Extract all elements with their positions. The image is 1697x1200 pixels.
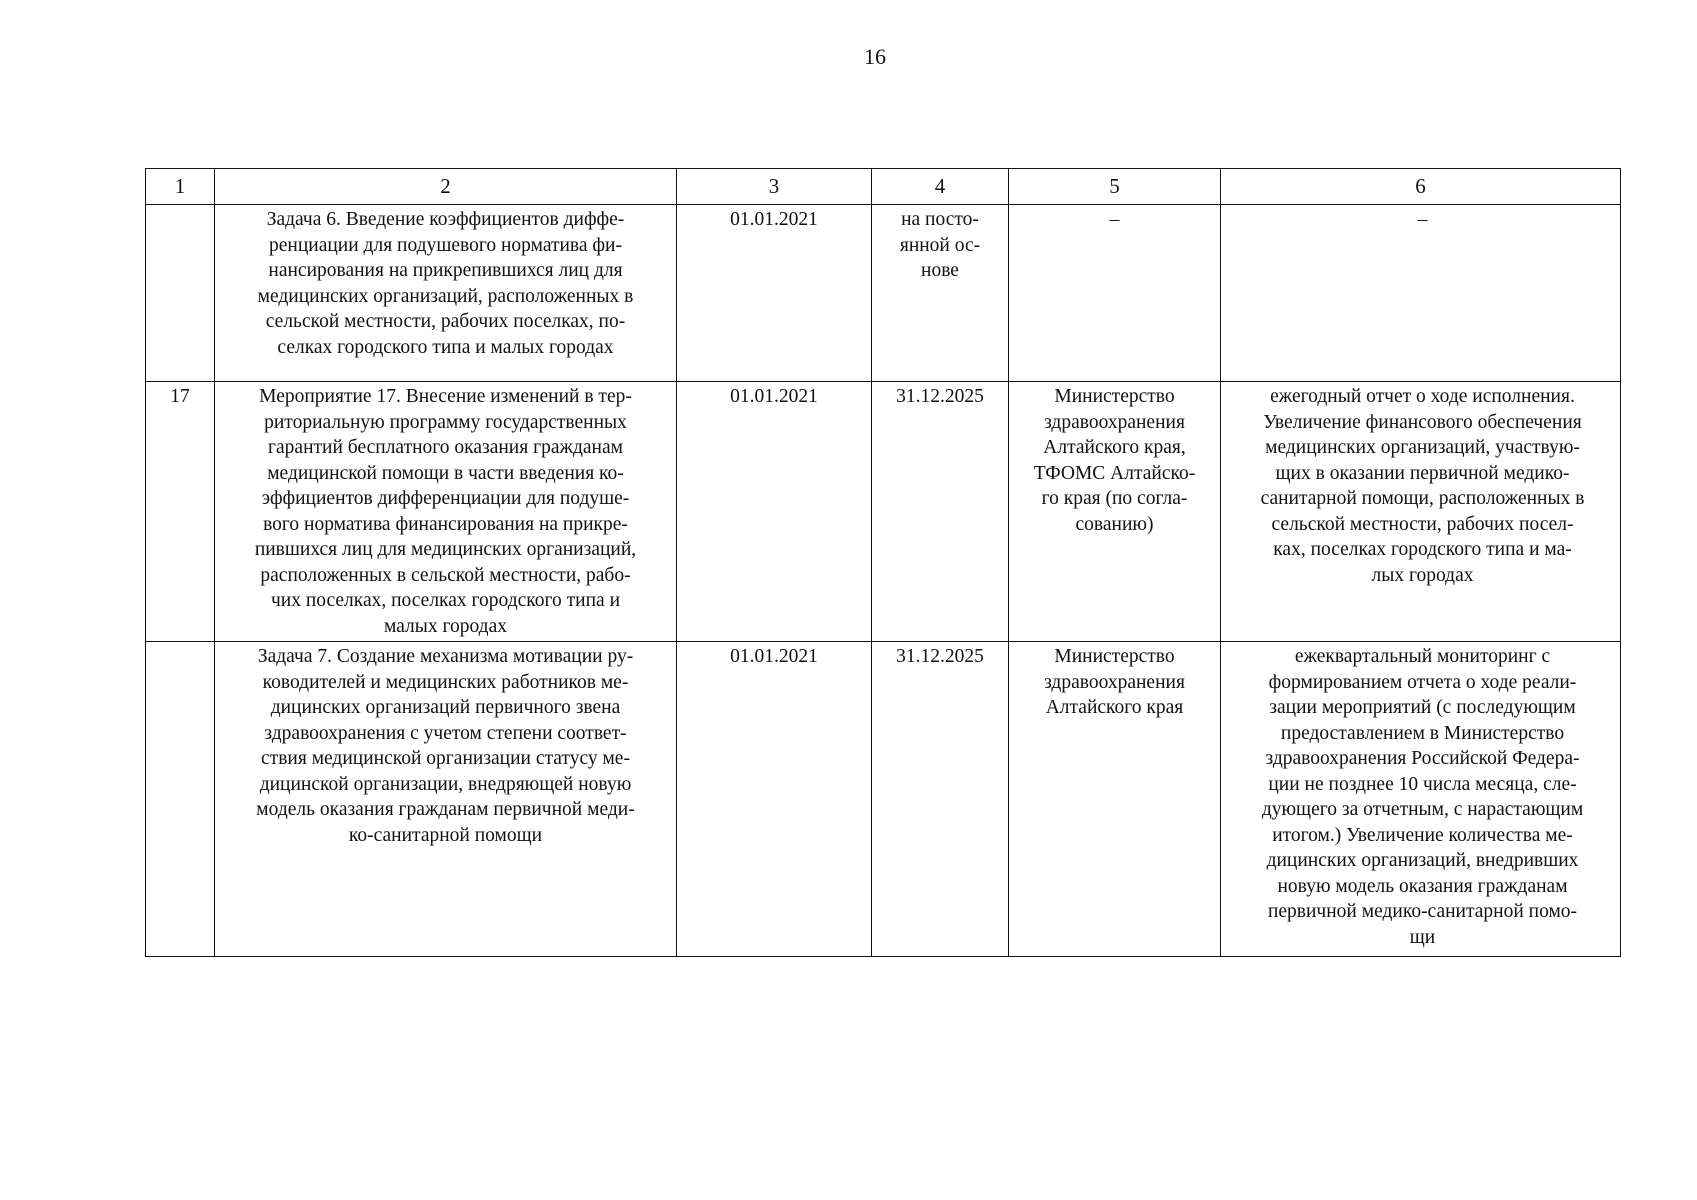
- column-header: 5: [1009, 169, 1221, 205]
- table-row-event-17: [146, 382, 1621, 642]
- table-row-task-7: [146, 642, 1621, 957]
- row-number-cell: 17: [146, 382, 215, 642]
- result-cell: ежегодный отчет о ходе исполнения. Увеличение финансового обеспечения медицинских организаций, участвую- щих в оказании первичной медико- санитарной помощи, расположенных в сельской местности, рабочих посел- ках, поселках городского типа и ма- лых городах: [1221, 382, 1621, 642]
- row-number-cell: [146, 642, 215, 957]
- table-header-row: [146, 169, 1621, 205]
- column-header: 3: [677, 169, 872, 205]
- column-header: 4: [872, 169, 1009, 205]
- start-date-cell: 01.01.2021: [677, 382, 872, 642]
- column-header: 6: [1221, 169, 1621, 205]
- end-date-cell: 31.12.2025: [872, 382, 1009, 642]
- start-date-cell: 01.01.2021: [677, 642, 872, 957]
- column-header: 2: [215, 169, 677, 205]
- start-date-cell: 01.01.2021: [677, 205, 872, 382]
- table-row-task-6: [146, 205, 1621, 382]
- responsible-cell: –: [1009, 205, 1221, 382]
- end-date-cell: 31.12.2025: [872, 642, 1009, 957]
- description-cell: Мероприятие 17. Внесение изменений в тер- риториальную программу государственных гарантий бесплатного оказания гражданам медицинской помощи в части введения ко- эффициентов дифференциации для подуше- вого норматива финансирования на прикре- пившихся лиц для медицинских организаций, расположенных в сельской местности, рабо- чих поселках, поселках городского типа и малых городах: [215, 382, 677, 642]
- end-date-cell: на посто- янной ос- нове: [872, 205, 1009, 382]
- result-cell: ежеквартальный мониторинг с формированием отчета о ходе реали- зации мероприятий (с последующим предоставлением в Министерство здравоохранения Российской Федера- ции не позднее 10 числа месяца, сле- дующего за отчетным, с нарастающим итогом.) Увеличение количества ме- дицинских организаций, внедривших новую модель оказания гражданам первичной медико-санитарной помо- щи: [1221, 642, 1621, 957]
- description-cell: Задача 7. Создание механизма мотивации ру- ководителей и медицинских работников ме- дицинских организаций первичного звена здравоохранения с учетом степени соответ- ствия медицинской организации статусу ме- дицинской организации, внедряющей новую модель оказания гражданам первичной меди- ко-санитарной помощи: [215, 642, 677, 957]
- page-number: 16: [864, 44, 886, 69]
- activity-plan-table: [145, 168, 1621, 957]
- row-number-cell: [146, 205, 215, 382]
- column-header: 1: [146, 169, 215, 205]
- description-cell: Задача 6. Введение коэффициентов диффе- ренциации для подушевого норматива фи- нансирования на прикрепившихся лиц для медицинских организаций, расположенных в сельской местности, рабочих поселках, по- селках городского типа и малых городах: [215, 205, 677, 382]
- result-cell: –: [1221, 205, 1621, 382]
- responsible-cell: Министерство здравоохранения Алтайского края: [1009, 642, 1221, 957]
- responsible-cell: Министерство здравоохранения Алтайского края, ТФОМС Алтайско- го края (по согла- сованию): [1009, 382, 1221, 642]
